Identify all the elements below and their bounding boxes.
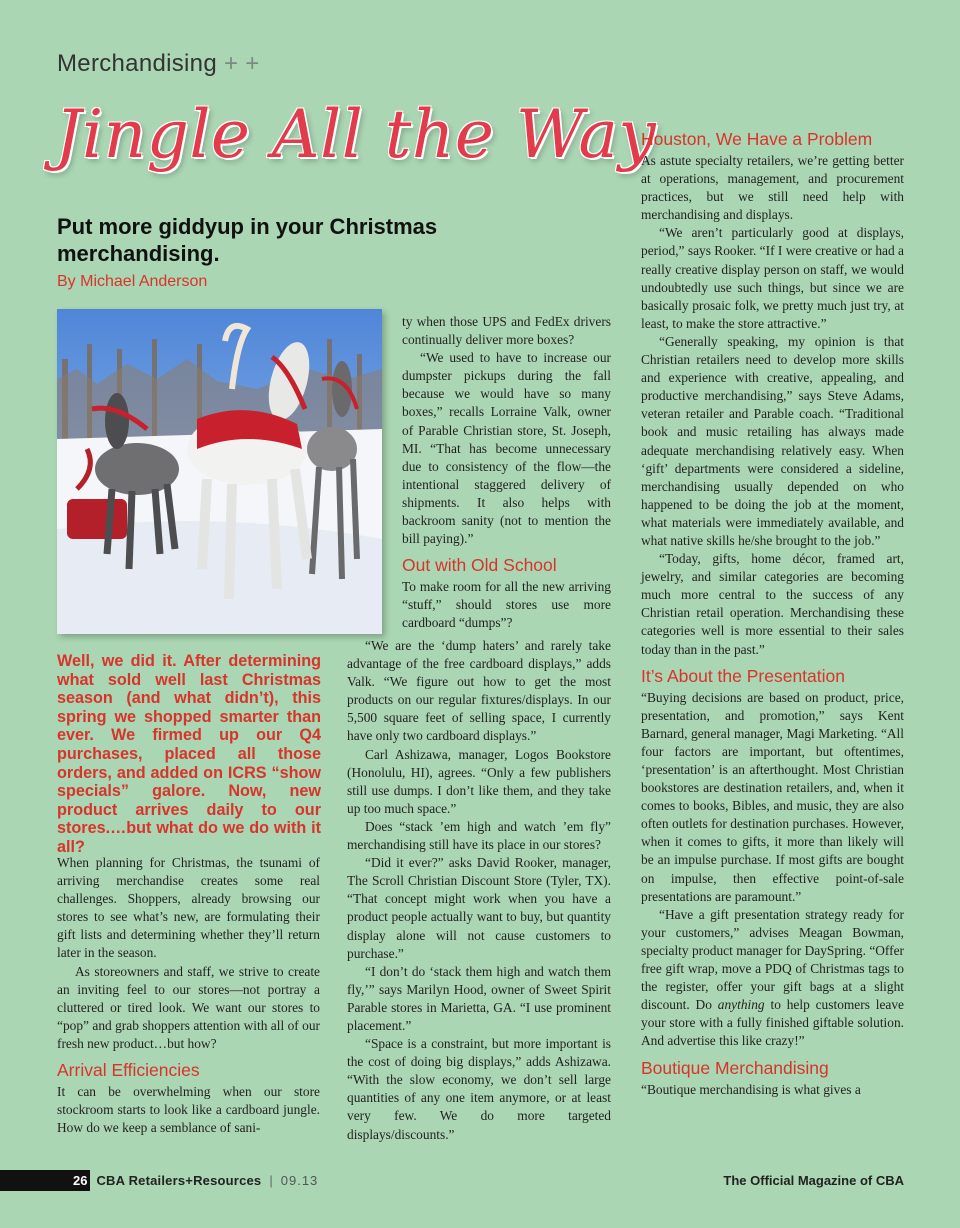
paragraph-text: to help customers leave your store with a fully finished giftable solution. And advertise this like crazy!” <box>641 997 904 1049</box>
column-1 <box>57 854 320 1137</box>
sleigh-horses-photo <box>57 309 382 634</box>
section-tag-label: Merchandising <box>57 50 217 77</box>
article-subtitle: Put more giddyup in your Christmas merchandising. <box>57 214 438 266</box>
paragraph: Carl Ashizawa, manager, Logos Bookstore (Honolulu, HI), agrees. “Only a few publishers still use dumps. I don’t like them, and they take up too much space.” <box>347 746 611 816</box>
paragraph <box>641 906 904 1051</box>
intro-deck: Well, we did it. After determining what sold well last Christmas season (and what didn’t), this spring we shopped smarter than ever. We firmed up our Q4 purchases, placed all those orders, and added on ICRS “show specials” galore. Now, new product arrives daily to our stores.…but what do we do with it all? <box>57 652 321 856</box>
paragraph: “Today, gifts, home décor, framed art, jewelry, and similar categories are becoming much more central to the success of any Christian retail operation. Merchandising these categories well is more essential to their sales today than in the past.” <box>641 551 904 657</box>
byline: By Michael Anderson <box>57 273 208 290</box>
paragraph: To make room for all the new arriving “stuff,” should stores use more cardboard “dumps”? <box>402 579 611 631</box>
article-title: Jingle All the Way <box>55 96 657 173</box>
column-2-top <box>402 313 611 633</box>
paragraph: “Buying decisions are based on product, price, presentation, and promotion,” says Kent Barnard, general manager, Magi Marketing. “All four factors are important, but oftentimes, ‘presentation’ is an afterthought. Most Christian bookstores are destination retailers, and, when it comes to books, Bibles, and music, they are also often outlets for destination purchases. However, when it comes to gifts, it more than likely will be an impulse purchase. If most gifts are bought on impulse, then effective point-of-sale presentations are paramount.” <box>641 689 904 904</box>
issue-date: 09.13 <box>280 1173 319 1188</box>
paragraph: When planning for Christmas, the tsunami of arriving merchandise creates some real challenges. Shoppers, already browsing our stores to see what’s new, are formulating their gift lists and determining whether they’ll return later in the season. <box>57 855 320 961</box>
paragraph: As storeowners and staff, we strive to create an inviting feel to our stores—not portray a cluttered or tired look. We want our stores to “pop” and grab shoppers attention with all of our fresh new product…but how? <box>57 963 320 1051</box>
paragraph: “We used to have to increase our dumpster pickups during the fall because we would have so many boxes,” recalls Lorraine Valk, owner of Parable Christian store, St. Joseph, MI. “That has become unnecessary due to consistency of the flow—the intentional staggered delivery of shipments. It also helps with backroom sanity (not to mention the bill paying).” <box>402 350 611 547</box>
paragraph-text: “Have a gift presentation strategy ready for your customers,” advises Meagan Bowman, specialty product manager for DaySpring. “Offer free gift wrap, move a PDQ of Christmas tags to the register, offer your gift bags at a slight discount. Do <box>641 906 905 1013</box>
paragraph: “We are the ‘dump haters’ and rarely take advantage of the free cardboard displays,” adds Valk. “We figure out how to get the most products on our regular fixtures/displays. In our 5,500 square feet of selling space, I currently have only two cardboard displays.” <box>347 638 611 744</box>
paragraph-emphasis: anything <box>717 997 765 1013</box>
paragraph: “Generally speaking, my opinion is that Christian retailers need to develop more skills and experience with creative, appealing, and productive merchandising,” says Steve Adams, veteran retailer and Parable coach. “Traditional book and music retailing has always made adequate merchandising relatively easy. When ‘gift’ departments were considered a sideline, merchandising usually depended on who happened to be doing the job at the moment, what materials were immediately available, and what native skills he/she brought to the job.” <box>641 333 904 548</box>
heading-arrival-efficiencies: Arrival Efficiencies <box>57 1060 200 1081</box>
publication-name: CBA Retailers+Resources <box>96 1173 262 1188</box>
paragraph: ty when those UPS and FedEx drivers continually deliver more boxes? <box>402 314 611 348</box>
heading-houston-problem: Houston, We Have a Problem <box>641 129 873 149</box>
heading-boutique-merchandising: Boutique Merchandising <box>641 1057 829 1078</box>
paragraph: Does “stack ’em high and watch ’em fly” merchandising still have its place in our stores? <box>347 818 611 853</box>
heading-about-presentation: It’s About the Presentation <box>641 665 845 686</box>
section-tag <box>57 50 260 78</box>
heading-out-with-old-school: Out with Old School <box>402 555 557 576</box>
paragraph: “Space is a constraint, but more important is the cost of doing big displays,” adds Ashizawa. “With the slow economy, we don’t sell large quantities of any one item anymore, or at least very few. We do more targeted displays/discounts.” <box>347 1036 611 1142</box>
paragraph: “We aren’t particularly good at displays, period,” says Rooker. “If I were creative or had a really creative display person on staff, we would undoubtedly use such things, but since we are basically prosaic folk, we pretty much just try, at least, to make the store attractive.” <box>641 225 904 331</box>
column-2-bottom <box>347 637 611 1144</box>
section-tag-plus: + + <box>223 50 260 77</box>
paragraph: “Boutique merchandising is what gives a <box>641 1081 861 1097</box>
footer-folio <box>70 1170 318 1191</box>
folio-separator: | <box>269 1173 273 1188</box>
column-3 <box>641 128 904 1099</box>
paragraph: “Did it ever?” asks David Rooker, manager, The Scroll Christian Discount Store (Tyler, TX). “That concept might work when you have a product people actually want to buy, but quantity display alone will not cause customers to purchase.” <box>347 855 611 961</box>
footer-bar <box>0 1170 70 1191</box>
paragraph: As astute specialty retailers, we’re getting better at operations, management, and procurement practices, but we still need help with merchandising and displays. <box>641 153 904 223</box>
page-number: 26 <box>70 1170 90 1191</box>
paragraph: “I don’t do ‘stack them high and watch them fly,’” says Marilyn Hood, owner of Sweet Spirit Parable stores in Marietta, GA. “I use prominent placement.” <box>347 963 611 1033</box>
paragraph: It can be overwhelming when our store stockroom starts to look like a cardboard jungle. How do we keep a semblance of sani- <box>57 1084 320 1136</box>
footer-tagline: The Official Magazine of CBA <box>723 1173 904 1188</box>
